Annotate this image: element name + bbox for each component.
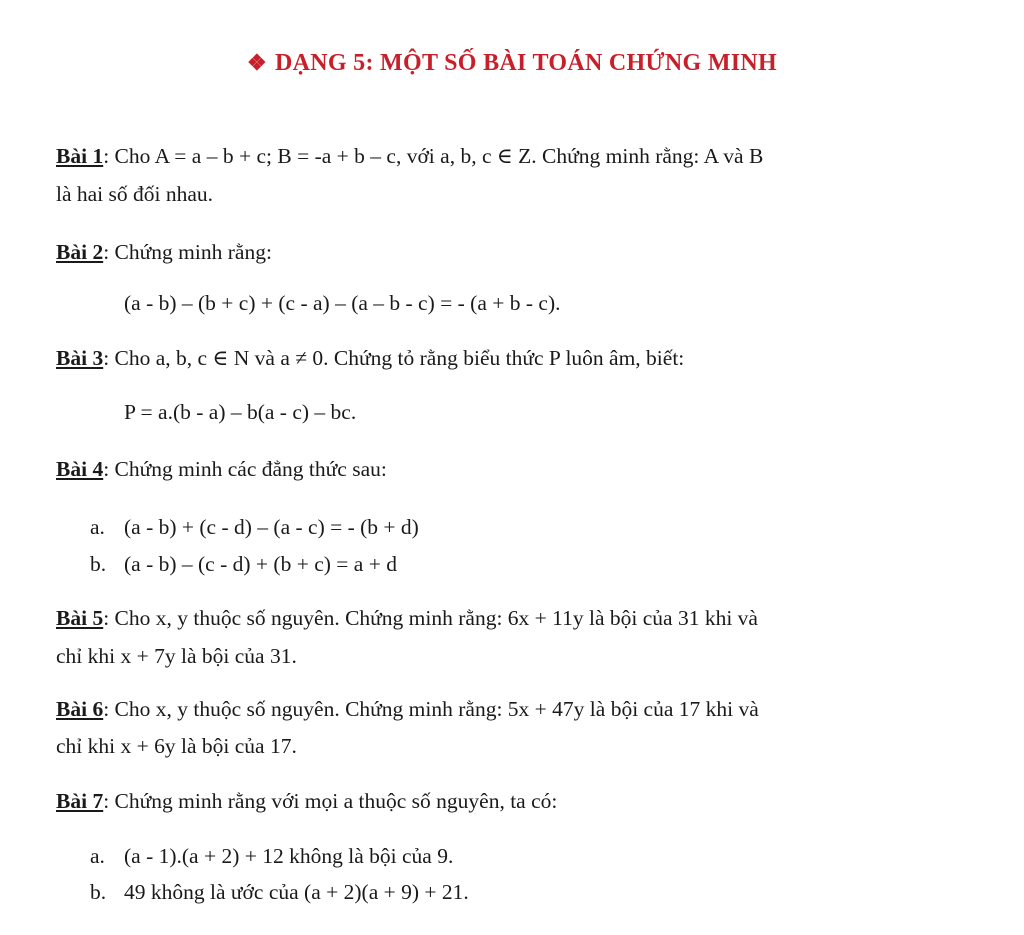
problem-1-line-2: là hai số đối nhau. [56, 182, 214, 206]
section-title [0, 50, 1024, 77]
problem-6-line-2: chỉ khi x + 6y là bội của 17. [56, 734, 297, 758]
problem-6-label: Bài 6 [56, 697, 104, 721]
problem-1-label: Bài 1 [56, 144, 104, 168]
problem-2-label: Bài 2 [56, 240, 104, 264]
problem-3-text: : Cho a, b, c ∈ N và a ≠ 0. Chứng tỏ rằng biểu thức P luôn âm, biết: [103, 346, 685, 370]
problem-2-line-1 [56, 238, 272, 266]
problem-5-line-2: chỉ khi x + 7y là bội của 31. [56, 644, 297, 668]
problem-4-line-1 [56, 455, 387, 483]
problem-7-line-1 [56, 787, 557, 815]
problem-5-line-1 [56, 604, 758, 632]
problem-7-item-b: 49 không là ước của (a + 2)(a + 9) + 21. [124, 880, 469, 904]
problem-7-item-a: (a - 1).(a + 2) + 12 không là bội của 9. [124, 844, 454, 868]
problem-4-item-b: (a - b) – (c - d) + (b + c) = a + d [124, 552, 397, 576]
problem-4-item-a: (a - b) + (c - d) – (a - c) = - (b + d) [124, 515, 419, 539]
problem-3-formula: P = a.(b - a) – b(a - c) – bc. [124, 400, 357, 424]
diamond-bullet-icon: ❖ [246, 50, 267, 75]
problem-7-text: : Chứng minh rằng với mọi a thuộc số nguyên, ta có: [103, 789, 558, 813]
problem-4-label: Bài 4 [56, 457, 104, 481]
problem-6-line-1 [56, 695, 759, 723]
problem-2-text: : Chứng minh rằng: [103, 240, 272, 264]
section-title-text: DẠNG 5: MỘT SỐ BÀI TOÁN CHỨNG MINH [275, 50, 778, 76]
problem-5-label: Bài 5 [56, 606, 104, 630]
problem-4-text: : Chứng minh các đẳng thức sau: [103, 457, 387, 481]
problem-4-item-b-marker: b. [90, 552, 107, 576]
problem-6-text: : Cho x, y thuộc số nguyên. Chứng minh rằng: 5x + 47y là bội của 17 khi và [103, 697, 759, 721]
problem-7-item-b-marker: b. [90, 880, 107, 904]
problem-7-item-a-marker: a. [90, 844, 105, 868]
problem-3-label: Bài 3 [56, 346, 104, 370]
problem-7-label: Bài 7 [56, 789, 104, 813]
problem-2-formula: (a - b) – (b + c) + (c - a) – (a – b - c) = - (a + b - c). [124, 291, 561, 315]
problem-4-item-a-marker: a. [90, 515, 105, 539]
problem-5-text: : Cho x, y thuộc số nguyên. Chứng minh rằng: 6x + 11y là bội của 31 khi và [103, 606, 758, 630]
problem-1-line-1 [56, 142, 763, 170]
problem-3-line-1 [56, 344, 684, 372]
problem-1-text: : Cho A = a – b + c; B = -a + b – c, với a, b, c ∈ Z. Chứng minh rằng: A và B [103, 144, 764, 168]
